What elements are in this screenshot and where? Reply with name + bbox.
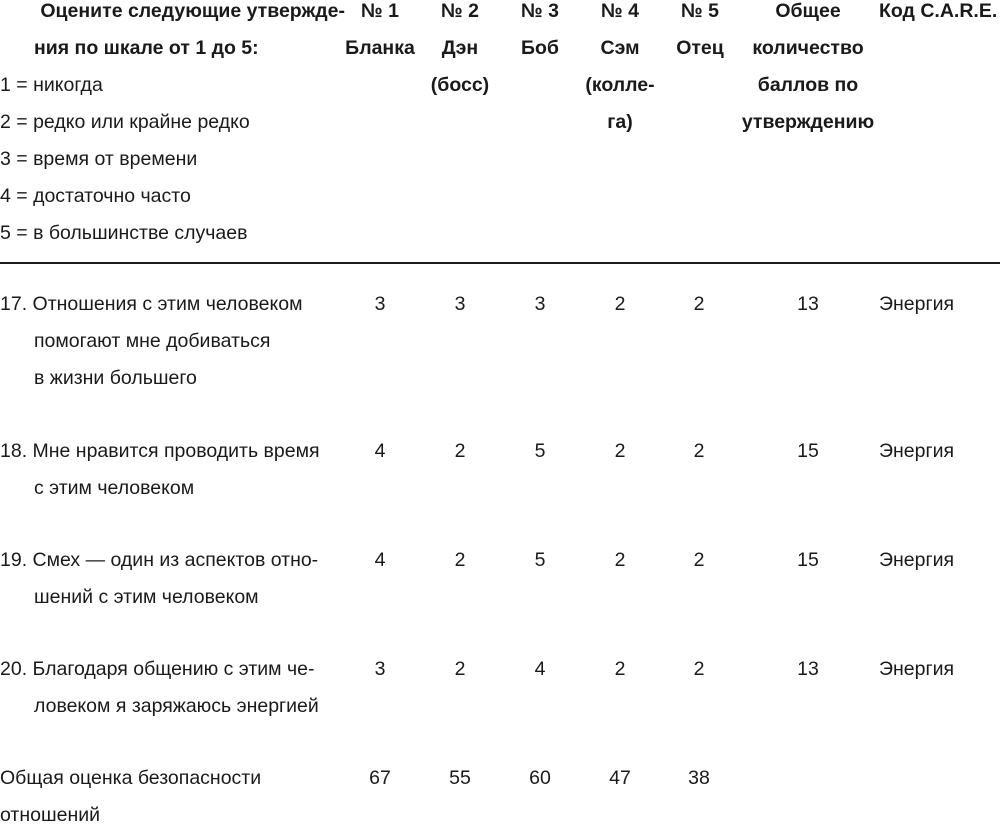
summary-score-cell: 38 xyxy=(688,767,710,789)
score-cell: 2 xyxy=(614,293,626,315)
column-header-line: № 3 xyxy=(520,0,559,22)
column-header-line: Сэм xyxy=(600,37,640,59)
scale-legend xyxy=(0,67,250,252)
column-header-code xyxy=(879,0,997,30)
statement-line: 19. Смех — один из аспектов отно- xyxy=(0,549,319,571)
statement-17 xyxy=(0,286,303,397)
total-cell: 13 xyxy=(797,658,819,680)
code-cell: Энергия xyxy=(879,658,955,680)
statement-line: ловеком я заряжаюсь энергией xyxy=(34,695,319,717)
scale-item: 4 = достаточно часто xyxy=(0,185,191,207)
column-header-line: № 4 xyxy=(600,0,639,22)
statement-18 xyxy=(0,433,320,507)
column-header-2 xyxy=(415,0,505,104)
statement-line: 17. Отношения с этим человеком xyxy=(0,293,303,315)
summary-label xyxy=(0,760,261,834)
total-cell: 13 xyxy=(797,293,819,315)
column-header-line: Бланка xyxy=(345,37,415,59)
column-header-line: № 5 xyxy=(680,0,719,22)
score-cell: 2 xyxy=(693,658,705,680)
scale-item: 3 = время от времени xyxy=(0,148,198,170)
statement-line: помогают мне добиваться xyxy=(34,330,271,352)
column-header-3 xyxy=(495,0,585,67)
score-cell: 3 xyxy=(374,293,386,315)
column-header-total xyxy=(728,0,888,141)
summary-score-cell: 67 xyxy=(369,767,391,789)
score-cell: 4 xyxy=(534,658,546,680)
score-cell: 2 xyxy=(454,440,466,462)
column-header-line: № 2 xyxy=(440,0,479,22)
column-header-4 xyxy=(575,0,665,141)
summary-score-cell: 55 xyxy=(449,767,471,789)
scale-item: 2 = редко или крайне редко xyxy=(0,111,250,133)
score-cell: 2 xyxy=(614,549,626,571)
total-cell: 15 xyxy=(797,440,819,462)
scale-item: 5 = в большинстве случаев xyxy=(0,222,248,244)
column-header-line: Дэн xyxy=(441,37,479,59)
score-cell: 2 xyxy=(693,549,705,571)
total-cell: 15 xyxy=(797,549,819,571)
code-cell: Энергия xyxy=(879,293,955,315)
column-header-line: га) xyxy=(607,111,633,133)
score-cell: 5 xyxy=(534,549,546,571)
header-divider xyxy=(0,262,1000,264)
summary-line: отношений xyxy=(0,804,101,826)
column-header-1 xyxy=(335,0,425,67)
column-header-line: Отец xyxy=(676,37,724,59)
score-cell: 3 xyxy=(454,293,466,315)
column-header-line: (колле- xyxy=(585,74,655,96)
summary-score-cell: 47 xyxy=(609,767,631,789)
column-header-line: Код C.A.R.E. xyxy=(879,0,998,22)
score-cell: 4 xyxy=(374,549,386,571)
score-cell: 2 xyxy=(693,440,705,462)
score-cell: 2 xyxy=(454,658,466,680)
score-cell: 2 xyxy=(454,549,466,571)
score-cell: 4 xyxy=(374,440,386,462)
instruction-line: ния по шкале от 1 до 5: xyxy=(34,37,259,59)
column-header-line: Общее xyxy=(775,0,841,22)
score-cell: 2 xyxy=(614,658,626,680)
statement-20 xyxy=(0,651,319,725)
summary-line: Общая оценка безопасности xyxy=(0,767,262,789)
score-cell: 3 xyxy=(534,293,546,315)
code-cell: Энергия xyxy=(879,440,955,462)
score-cell: 5 xyxy=(534,440,546,462)
statement-line: шений с этим человеком xyxy=(34,586,259,608)
statement-19 xyxy=(0,542,318,616)
statement-line: 20. Благодаря общению с этим че- xyxy=(0,658,315,680)
instruction-line: Оцените следующие утвержде- xyxy=(40,0,345,22)
column-header-line: (босс) xyxy=(430,74,490,96)
summary-score-cell: 60 xyxy=(529,767,551,789)
column-header-line: № 1 xyxy=(360,0,399,22)
scale-item: 1 = никогда xyxy=(0,74,103,96)
statement-line: 18. Мне нравится проводить время xyxy=(0,440,320,462)
code-cell: Энергия xyxy=(879,549,955,571)
column-header-line: количество xyxy=(752,37,864,59)
statement-line: с этим человеком xyxy=(34,477,195,499)
score-cell: 2 xyxy=(693,293,705,315)
column-header-line: утверждению xyxy=(741,111,875,133)
statement-line: в жизни большего xyxy=(34,367,197,389)
column-header-line: баллов по xyxy=(757,74,859,96)
score-cell: 3 xyxy=(374,658,386,680)
instruction-heading xyxy=(0,0,345,67)
score-cell: 2 xyxy=(614,440,626,462)
column-header-line: Боб xyxy=(521,37,559,59)
